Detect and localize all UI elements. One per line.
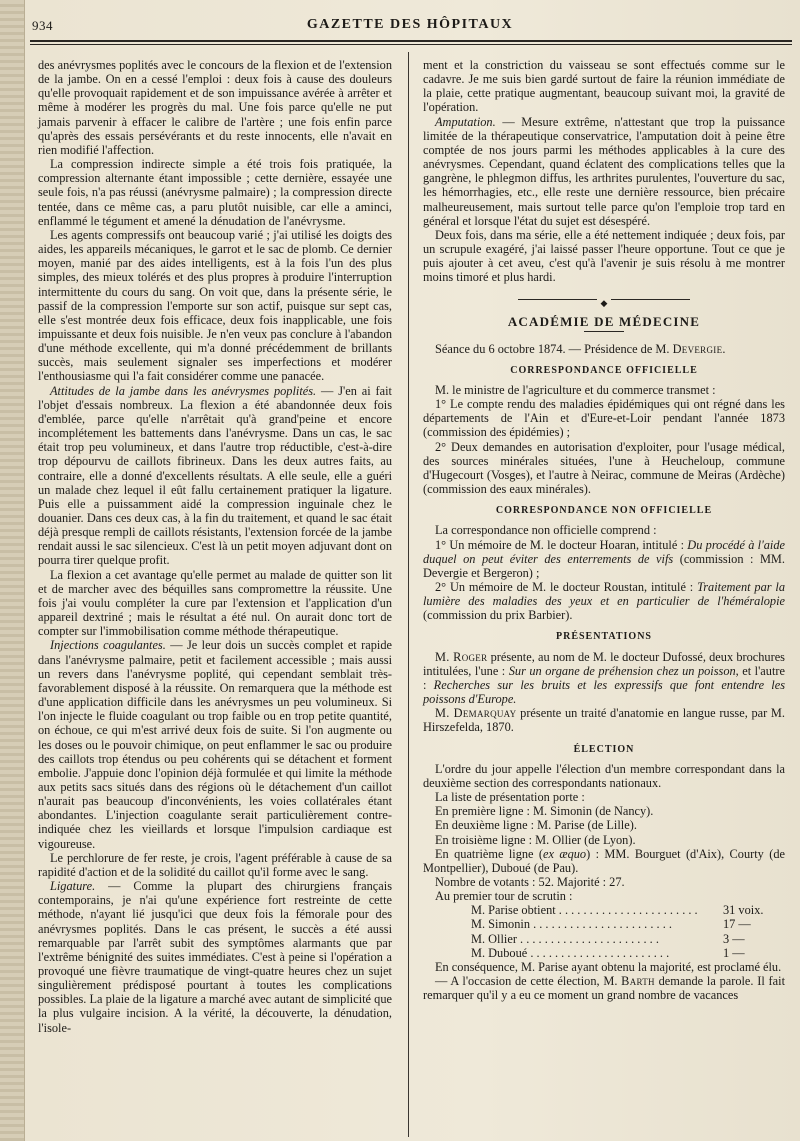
list-item: En deuxième ligne : M. Parise (de Lille).: [435, 818, 637, 833]
session-president: Devergie.: [672, 341, 726, 356]
right-column: [423, 58, 785, 1002]
paragraph-body: — Comme la plupart des chirurgiens français contemporains, je n'ai qu'une expérience fort restreinte de cette méthode, n'ayant lié jusqu'ici que deux fois la fémorale pour des anévrysmes poplités. Dans le cas présent, le succès a été aussi remarquable par l'arrêt subit des symptômes alarmants que par l'extrême bénignité des suites immédiates. C'est à peine si l'opération a provoqué une fièvre traumatique de vingt-quatre heures chez un sujet singulièrement prédisposé pourtant à toutes les complications possibles. La plaie de la ligature a marché avec autant de simplicité que la plus vulgaire incision. A la vérité, la découverte, la dénudation, l'isole-: [38, 879, 392, 1035]
page-number: 934: [32, 18, 53, 33]
vote-row: [423, 932, 785, 946]
column-divider: [408, 52, 409, 1137]
vote-row: [423, 903, 785, 917]
text-run-italic: ex æquo: [543, 846, 587, 861]
paragraph: Les agents compressifs ont beaucoup varié ; j'ai utilisé les doigts des aides, les appareils mécaniques, le garrot et le sac de plomb. Ce dernier moyen, manié par des aides intelligents, est à la fois l'un des plus simples, des mieux tolérés et des plus propres à produire l'interruption intermittente du cours du sang. On voit que, dans la présente série, le passif de la compression l'emporte sur son actif, puisque sur sept cas, elle s'est montrée deux fois efficace, deux fois inapplicable, une fois impuissante et deux fois nuisible. Je n'en veux pas conclure à l'abandon d'une méthode excellente, qui m'a donné précédemment de brillants succès, mais seulement signaler ses imperfections et modérer l'enthousiasme qui l'a fait considérer comme une panacée.: [38, 227, 392, 384]
paragraph-title: Attitudes de la jambe dans les anévrysmes poplités.: [50, 383, 317, 398]
text-run: présente un traité d'anatomie en langue russe, par M. Hirszefelda, 1870.: [423, 706, 785, 735]
header-rule: [30, 40, 792, 42]
memoir-title: Du procédé à l'aide duquel on peut éviter des enterrements de vifs: [423, 537, 786, 566]
paragraph: 2° Deux demandes en autorisation d'exploiter, pour l'usage médical, des sources minérales situées, l'une à Heucheloup, commune d'Hugecourt (Vosges), et l'autre à Neirac, commune de Meiras (Ardèche) (commission des eaux minérales).: [423, 439, 785, 497]
paragraph-leg-attitudes: [38, 384, 392, 568]
candidate-name: M. Duboué . . .: [471, 946, 719, 960]
paragraph: Le perchlorure de fer reste, je crois, l'agent préférable à cause de sa rapidité d'action et de la solidité du caillot qu'il forme avec le sang.: [38, 850, 392, 879]
paragraph: La compression indirecte simple a été trois fois pratiquée, la compression alternante étant impossible ; cette dernière, essayée une seule fois, n'a pas réussi (anévrysme palmaire) ; la compression directe tentée, dans ce même cas, a paru plutôt nuisible, car elle a aminci, enflammé le tégument et amené la dénudation de l'anévrysme.: [38, 157, 392, 228]
paragraph: M. le ministre de l'agriculture et du commerce transmet :: [435, 382, 716, 397]
text-run: 1° Un mémoire de M. le docteur Hoaran, intitulé :: [435, 537, 688, 552]
candidate-name: M. Parise obtient . . .: [471, 903, 719, 917]
paragraph-body: — J'en ai fait l'objet d'essais nombreux. La flexion a été abandonnée deux fois d'emblée, parce qu'elle n'arrêtait qu'à grand'peine et encore incomplétement les battements dans l'anévrysme. Dans un cas, le sac était trop peu volumineux, et dans l'autre trop réductible, c'est-à-dire trop dépourvu de caillots fibrineux. Dans les deux autres faits, au contraire, elle a donné d'excellents résultats. A elle seule, elle a guéri un malade chez lequel il eût fallu certainement pratiquer la ligature. Puis elle a puissamment aidé la compression inguinale chez le douanier. Dans ces deux cas, à la fin du traitement, et quand le sac était déjà presque rempli de caillots résistants, l'extension forcée de la jambe rendait aussi le sac silencieux. C'est là un petit moyen adjuvant dont on pourra tirer quelque profit.: [38, 383, 392, 568]
paragraph: 1° Le compte rendu des maladies épidémiques qui ont régné dans les départements de l'Ain et d'Eure-et-Loir pendant l'année 1873 (commission des épidémies) ;: [423, 397, 785, 440]
text-run: En quatrième ligne (: [435, 846, 544, 861]
paragraph: Deux fois, dans ma série, elle a été nettement indiquée ; deux fois, par un scrupule exagéré, j'ai laissé passer l'heure opportune. Tout ce que je puis ajouter à cet aveu, c'est qu'à l'avenir je suis résolu à me montrer moins timoré et plus hardi.: [423, 227, 785, 285]
ornament-diamond-icon: ◆: [597, 298, 612, 308]
paragraph-presentation-2: [423, 706, 785, 734]
official-correspondence-heading: CORRESPONDANCE OFFICIELLE: [510, 364, 698, 376]
journal-title: GAZETTE DES HÔPITAUX: [306, 17, 514, 32]
vote-count: 17 —: [723, 917, 751, 932]
heading-rule: [584, 331, 624, 332]
paragraph: La flexion a cet avantage qu'elle permet au malade de quitter son lit et de marcher avec des béquilles sans compromettre la réussite. Une fois j'ai voulu compléter la cure par l'extension et l'application d'un appareil dextriné ; mais le résultat a été nul. On aurait donc tort de compter sur l'immobilisation comme méthode thérapeutique.: [38, 567, 392, 639]
paragraph: Au premier tour de scrutin :: [435, 889, 573, 904]
left-column: [38, 58, 392, 1035]
academy-heading: ACADÉMIE DE MÉDECINE: [507, 313, 701, 329]
speaker-name: Barth: [621, 974, 655, 989]
brochure-title: Recherches sur les bruits et les expressifs que font entendre les poissons d'Europe.: [423, 677, 786, 707]
brochure-title: Sur un organe de préhension chez un poisson: [508, 663, 736, 678]
election-heading: ÉLECTION: [573, 743, 635, 755]
text-run: ) : MM. Bourguet (d'Aix), Courty (de Montpellier), Duboué (de Pau).: [423, 846, 785, 875]
paragraph-title: Ligature.: [50, 879, 96, 894]
paragraph: La correspondance non officielle comprend :: [435, 523, 657, 538]
session-line: [423, 342, 785, 356]
text-run: 2° Un mémoire de M. le docteur Roustan, intitulé :: [435, 580, 698, 594]
list-item: En troisième ligne : M. Ollier (de Lyon).: [435, 832, 636, 847]
paragraph-memoir-2: [423, 580, 785, 622]
paragraph-title: Amputation.: [435, 114, 496, 129]
paragraph-ligature: [38, 879, 392, 1035]
list-item: En première ligne : M. Simonin (de Nancy).: [435, 804, 654, 819]
paragraph-title: Injections coagulantes.: [50, 638, 166, 653]
presentations-heading: PRÉSENTATIONS: [556, 631, 652, 643]
section-ornament: [423, 295, 785, 308]
vote-row: [423, 917, 785, 931]
presenter-name: M. Roger: [435, 649, 488, 664]
paragraph: Nombre de votants : 52. Majorité : 27.: [435, 874, 625, 889]
paragraph-memoir-1: [423, 538, 785, 580]
list-item-fourth: [423, 847, 785, 875]
text-run: (commission du prix Barbier).: [423, 608, 573, 623]
vote-count: 1 —: [723, 945, 745, 960]
header-rule-thin: [30, 44, 792, 45]
memoir-title: Traitement par la lumière des maladies des yeux et en particulier de l'héméralopie: [423, 580, 785, 609]
paragraph-injections: [38, 638, 392, 850]
page-header: [30, 14, 790, 38]
text-run: présente, au nom de M. le docteur Dufossé, deux brochures intitulées, l'une :: [423, 649, 785, 678]
candidate-name: M. Simonin . . .: [471, 917, 719, 931]
vote-row: [423, 946, 785, 960]
page-binding-edge: [0, 0, 25, 1141]
paragraph: des anévrysmes poplités avec le concours de la flexion et de l'extension de la jambe. On en a cessé l'emploi : deux fois à cause des douleurs qu'elle provoquait rapidement et de son impuissance avérée à arrêter et même à modérer les progrès du mal. Une fois parce qu'elle ne put jamais parvenir à effacer le calibre de l'artère ; une fois enfin parce qu'après des essais persévérants et du reste innocents, elle n'avait en rien modifié l'affection.: [38, 58, 392, 157]
vote-count: 3 —: [723, 931, 745, 946]
paragraph-body: — Mesure extrême, n'attestant que trop la puissance limitée de la thérapeutique conservatrice, l'amputation doit à peine être comptée de nos jours parmi les méthodes applicables à la cure des anévrysmes. Cependant, quand éclatent des complications telles que la gangrène, le phlegmon diffus, les arthrites purulentes, l'ouverture du sac, les hémorrhagies, etc., elle reste une dernière ressource, bien précaire malheureusement, mais surtout telle parce qu'on l'emploie trop tard en général et lorsque l'état du sujet est désespéré.: [423, 114, 785, 228]
vote-count: 31 voix.: [723, 903, 764, 918]
paragraph: ment et la constriction du vaisseau se sont effectués comme sur le cadavre. Je me suis bien gardé surtout de faire la réunion immédiate de la plaie, cette pratique augmentant, beaucoup suivant moi, la gravité de l'opération.: [423, 58, 785, 115]
paragraph-presentation-1: [423, 650, 785, 707]
unofficial-correspondence-heading: CORRESPONDANCE NON OFFICIELLE: [495, 505, 713, 517]
paragraph: La liste de présentation porte :: [435, 790, 585, 805]
presenter-name: M. Demarquay: [435, 706, 517, 721]
paragraph: En conséquence, M. Parise ayant obtenu la majorité, est proclamé élu.: [435, 959, 782, 974]
paragraph-body: — Je leur dois un succès complet et rapide dans l'anévrysme palmaire, petit et facilement accessible ; mais aussi un revers dans l'anévrysme poplité, qui cependant semblait très-favorablement disposé à la réussite. On remarquera que la méthode est d'une application difficile dans les anévrysmes un peu volumineux. Si l'on injecte le fluide coagulant ou trop faible ou en trop petite quantité, on échoue, ce qui m'est arrivé deux fois de suite. Si l'on augmente ou les doses ou le pouvoir chimique, on peut enflammer le sac ou produire des caillots trop étendus ou peu cohérents qui se détachent et forment embolie. J'appuie donc l'opinion déjà formulée et qui limite la méthode aux petits sacs situés dans des régions où le détachement d'un caillot n'aurait pas beaucoup d'inconvénients, les voies collatérales étant abondantes. L'injection coagulante serait particulièrement contre-indiquée chez les vieillards et lorsque l'impulsion cardiaque est vigoureuse.: [38, 638, 392, 851]
text-run: (commission : MM. Devergie et Bergeron) ;: [423, 551, 785, 580]
paragraph: L'ordre du jour appelle l'élection d'un membre correspondant dans la deuxième section des correspondants nationaux.: [423, 761, 785, 790]
text-run: — A l'occasion de cette élection, M.: [435, 974, 622, 989]
session-date: Séance du 6 octobre 1874. — Présidence de M.: [435, 341, 673, 356]
candidate-name: M. Ollier . . .: [471, 932, 719, 946]
text-run: , et l'autre :: [423, 663, 785, 692]
paragraph-final: [423, 974, 785, 1002]
text-run: demande la parole. Il fait remarquer qu'il y a eu ce moment un grand nombre de vacances: [423, 974, 785, 1003]
paragraph-amputation: [423, 115, 785, 228]
